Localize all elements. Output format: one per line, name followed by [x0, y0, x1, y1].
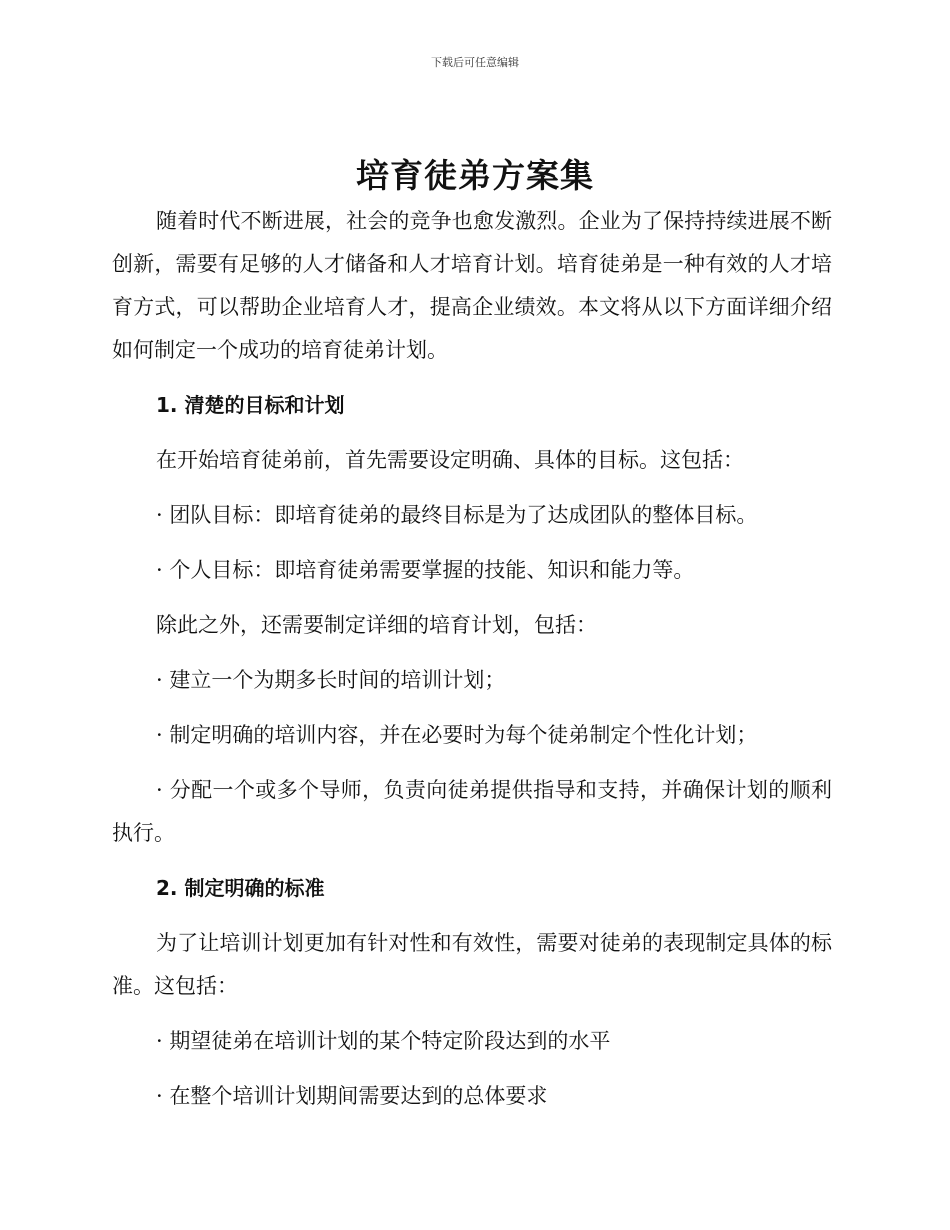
section1-bullet-2: · 个人目标：即培育徒弟需要掌握的技能、知识和能力等。 [156, 558, 695, 582]
section-heading-1: 1. 清楚的目标和计划 [156, 393, 345, 417]
section1-bullet-1: · 团队目标：即培育徒弟的最终目标是为了达成团队的整体目标。 [156, 503, 758, 527]
document-body [112, 200, 832, 1118]
header-note: 下载后可任意编辑 [431, 56, 519, 69]
section1-bullet-3: · 建立一个为期多长时间的培训计划； [156, 668, 506, 692]
intro-paragraph: 随着时代不断进展，社会的竞争也愈发激烈。企业为了保持持续进展不断创新，需要有足够的人才储备和人才培育计划。培育徒弟是一种有效的人才培育方式，可以帮助企业培育人才，提高企业绩效。本文将从以下方面详细介绍如何制定一个成功的培育徒弟计划。 [112, 209, 832, 362]
document-title: 培育徒弟方案集 [356, 156, 594, 195]
section1-bullet-4: · 制定明确的培训内容，并在必要时为每个徒弟制定个性化计划； [156, 723, 758, 747]
section2-paragraph-1: 为了让培训计划更加有针对性和有效性，需要对徒弟的表现制定具体的标准。这包括： [112, 931, 832, 998]
section1-paragraph-2: 除此之外，还需要制定详细的培育计划，包括： [156, 613, 597, 637]
section2-bullet-1: · 期望徒弟在培训计划的某个特定阶段达到的水平 [156, 1029, 611, 1053]
section-heading-2: 2. 制定明确的标准 [156, 876, 325, 900]
section1-bullet-5: · 分配一个或多个导师，负责向徒弟提供指导和支持，并确保计划的顺利执行。 [112, 778, 832, 845]
section2-bullet-2: · 在整个培训计划期间需要达到的总体要求 [156, 1084, 548, 1108]
section1-paragraph-1: 在开始培育徒弟前，首先需要设定明确、具体的目标。这包括： [156, 448, 744, 472]
